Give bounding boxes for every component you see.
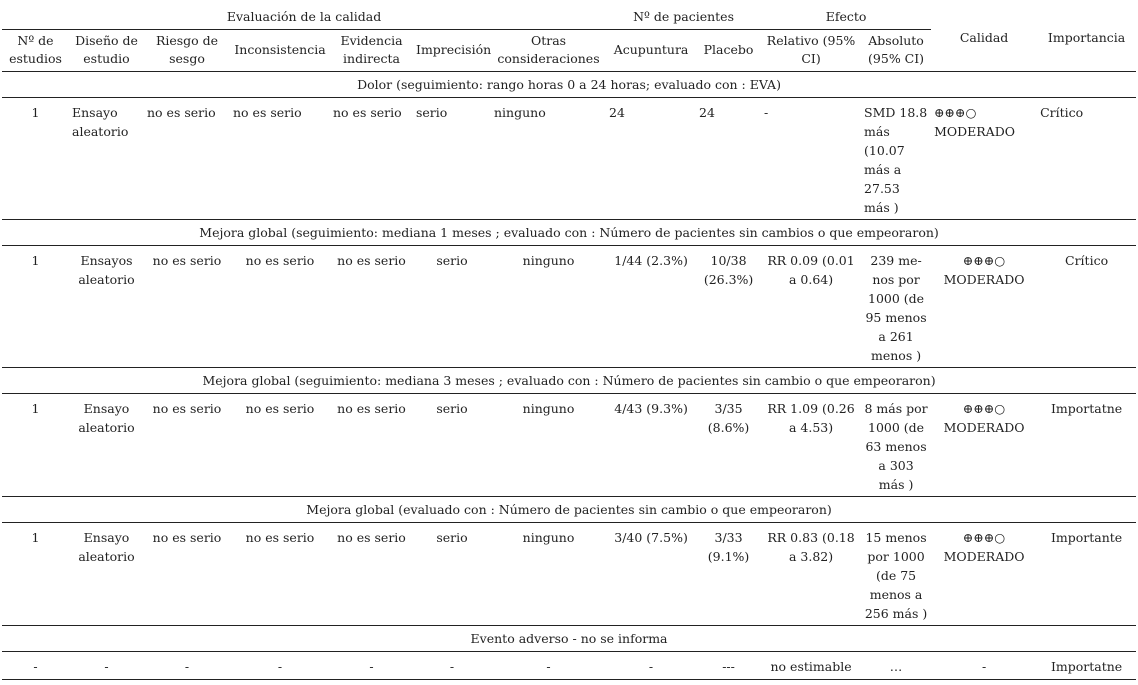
cell-other: -	[491, 652, 606, 680]
section-title-row	[2, 497, 1136, 523]
inconsistency-header: Inconsistencia	[230, 30, 330, 72]
table-row	[2, 98, 1136, 220]
cell-importance: Importatne	[1037, 394, 1136, 497]
cell-inconsistency: no es serio	[230, 394, 330, 497]
cell-n: 1	[2, 246, 69, 368]
group-patients-header: Nº de pacientes	[606, 4, 761, 30]
quality-symbols: ⊕⊕⊕○	[962, 530, 1006, 545]
cell-placebo: 3/33 (9.1%)	[696, 523, 761, 626]
quality-label: MODERADO	[934, 124, 1015, 139]
cell-relative: no estimable	[761, 652, 861, 680]
cell-absolute: 239 me- nos por 1000 (de 95 menos a 261 menos )	[861, 246, 931, 368]
cell-inconsistency: no es serio	[230, 246, 330, 368]
cell-n: 1	[2, 523, 69, 626]
section-title-row	[2, 368, 1136, 394]
grade-table	[2, 4, 1136, 680]
imprecision-header: Imprecisión	[413, 30, 491, 72]
cell-placebo: 3/35 (8.6%)	[696, 394, 761, 497]
quality-label: MODERADO	[943, 272, 1025, 287]
cell-imprecision: serio	[413, 523, 491, 626]
cell-quality	[931, 98, 1037, 220]
cell-risk: no es serio	[144, 98, 230, 220]
cell-inconsistency: no es serio	[230, 523, 330, 626]
quality-symbols: ⊕⊕⊕○	[962, 401, 1006, 416]
cell-importance: Importatne	[1037, 652, 1136, 680]
group-effect-header: Efecto	[761, 4, 931, 30]
cell-risk: -	[144, 652, 230, 680]
cell-inconsistency: -	[230, 652, 330, 680]
cell-quality	[931, 652, 1037, 680]
cell-absolute: 8 más por 1000 (de 63 menos a 303 más )	[861, 394, 931, 497]
quality-symbols: ⊕⊕⊕○	[962, 253, 1006, 268]
cell-relative: RR 0.09 (0.01 a 0.64)	[761, 246, 861, 368]
cell-quality	[931, 394, 1037, 497]
section-title: Mejora global (evaluado con : Número de pacientes sin cambio o que empeoraron)	[2, 497, 1136, 523]
cell-relative: RR 1.09 (0.26 a 4.53)	[761, 394, 861, 497]
cell-design: Ensayo aleatorio	[69, 394, 144, 497]
cell-relative: -	[761, 98, 861, 220]
cell-imprecision: -	[413, 652, 491, 680]
cell-design: -	[69, 652, 144, 680]
cell-imprecision: serio	[413, 394, 491, 497]
cell-other: ninguno	[491, 523, 606, 626]
other-header: Otras consideraciones	[491, 30, 606, 72]
cell-importance: Importante	[1037, 523, 1136, 626]
quality-header: Calidad	[931, 4, 1037, 72]
table-row	[2, 523, 1136, 626]
quality-label: MODERADO	[943, 549, 1025, 564]
cell-absolute: …	[861, 652, 931, 680]
section-title-row	[2, 220, 1136, 246]
section-title: Mejora global (seguimiento: mediana 1 meses ; evaluado con : Número de pacientes sin cambios o que empeoraron)	[2, 220, 1136, 246]
quality-symbols: -	[981, 659, 987, 674]
cell-indirect: no es serio	[330, 523, 413, 626]
cell-placebo: 24	[696, 98, 761, 220]
cell-design: Ensayo aleatorio	[69, 98, 144, 220]
cell-importance: Crítico	[1037, 98, 1136, 220]
cell-imprecision: serio	[413, 98, 491, 220]
quality-symbols: ⊕⊕⊕○	[934, 105, 977, 120]
section-title: Mejora global (seguimiento: mediana 3 meses ; evaluado con : Número de pacientes sin cambio o que empeoraron)	[2, 368, 1136, 394]
cell-acupuncture: 4/43 (9.3%)	[606, 394, 696, 497]
table-row	[2, 394, 1136, 497]
cell-inconsistency: no es serio	[230, 98, 330, 220]
cell-other: ninguno	[491, 394, 606, 497]
placebo-header: Placebo	[696, 30, 761, 72]
design-header: Diseño de estudio	[69, 30, 144, 72]
cell-absolute: SMD 18.8 más (10.07 más a 27.53 más )	[861, 98, 931, 220]
importance-header: Importancia	[1037, 4, 1136, 72]
cell-acupuncture: 1/44 (2.3%)	[606, 246, 696, 368]
cell-absolute: 15 menos por 1000 (de 75 menos a 256 más )	[861, 523, 931, 626]
cell-design: Ensayos aleatorio	[69, 246, 144, 368]
cell-acupuncture: 24	[606, 98, 696, 220]
cell-indirect: no es serio	[330, 98, 413, 220]
absolute-header: Absoluto (95% CI)	[861, 30, 931, 72]
cell-other: ninguno	[491, 98, 606, 220]
cell-indirect: no es serio	[330, 246, 413, 368]
cell-n: 1	[2, 394, 69, 497]
acupuncture-header: Acupuntura	[606, 30, 696, 72]
cell-risk: no es serio	[144, 523, 230, 626]
table-row	[2, 652, 1136, 680]
cell-quality	[931, 246, 1037, 368]
cell-indirect: no es serio	[330, 394, 413, 497]
cell-quality	[931, 523, 1037, 626]
section-title-row	[2, 626, 1136, 652]
evidence-profile	[2, 4, 1136, 680]
cell-placebo: 10/38 (26.3%)	[696, 246, 761, 368]
relative-header: Relativo (95% CI)	[761, 30, 861, 72]
risk-bias-header: Riesgo de sesgo	[144, 30, 230, 72]
cell-importance: Crítico	[1037, 246, 1136, 368]
cell-placebo: ---	[696, 652, 761, 680]
section-title: Evento adverso - no se informa	[2, 626, 1136, 652]
header-row-groups	[2, 4, 1136, 30]
table-row	[2, 246, 1136, 368]
cell-risk: no es serio	[144, 246, 230, 368]
cell-n: 1	[2, 98, 69, 220]
cell-acupuncture: -	[606, 652, 696, 680]
cell-risk: no es serio	[144, 394, 230, 497]
cell-acupuncture: 3/40 (7.5%)	[606, 523, 696, 626]
group-quality-header: Evaluación de la calidad	[2, 4, 606, 30]
n-studies-header: Nº de estudios	[2, 30, 69, 72]
section-title: Dolor (seguimiento: rango horas 0 a 24 horas; evaluado con : EVA)	[2, 72, 1136, 98]
section-title-row	[2, 72, 1136, 98]
cell-imprecision: serio	[413, 246, 491, 368]
cell-relative: RR 0.83 (0.18 a 3.82)	[761, 523, 861, 626]
quality-label: MODERADO	[943, 420, 1025, 435]
indirect-header: Evidencia indirecta	[330, 30, 413, 72]
cell-design: Ensayo aleatorio	[69, 523, 144, 626]
cell-other: ninguno	[491, 246, 606, 368]
cell-indirect: -	[330, 652, 413, 680]
cell-n: -	[2, 652, 69, 680]
